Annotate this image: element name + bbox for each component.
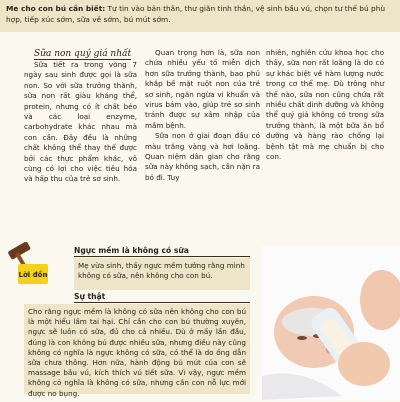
paragraph: Quan trọng hơn là, sữa non chứa nhiều yếu tố miễn dịch hơn sữa trưởng thành, bao phủ khắp bề mặt ruột non của trẻ sơ sinh, ngăn ngừa vi khuẩn và virus bám vào, giúp trẻ sơ sinh tránh được sự xâm nhập của mầm bệnh. — [145, 48, 260, 130]
paragraph: Sữa non ở giai đoạn đầu có màu trắng vàng và hơi loãng. Quan niệm dân gian cho rằng sữa này không sạch, cần nặn ra bỏ đi. Tuy — [145, 131, 260, 182]
tip-label: Me cho con bú cần biết: — [6, 4, 106, 13]
myth-text: Mẹ vừa sinh, thấy ngực mềm tưởng rằng mình không có sữa, nên không cho con bú. — [78, 261, 245, 281]
truth-text: Cho rằng ngực mềm là không có sữa nên không cho con bú là một hiểu lầm tai hại. Chỉ cần cho con bú thường xuyên, ngực sẽ luôn có sữa, đủ cho cả nhiều. Dù ở mấy lần đầu, đúng là con không bú được nhiều sữa, nhưng điều này cũng không có nghĩa là ngực không có sữa, có thể là do ống dẫn sữa chưa thông. Hơn nữa, hành động bú mút của con sẽ massage bầu vú, kích thích vú tiết sữa. Vì vậy, ngực mềm không có nghĩa là không có sữa, nhưng cần con nỗ lực mới được no bụng. — [28, 307, 246, 398]
article-heading: Sữa non quý giá nhất — [34, 49, 132, 59]
badge-label: Lời đồn — [18, 271, 48, 279]
baby-photo — [262, 246, 400, 400]
paragraph: Sữa tiết ra trong vòng 7 ngày sau sinh được gọi là sữa non. So với sữa trưởng thành, sữa non rất giàu kháng thể, protein, nhưng có ít chất béo và các loại enzyme, carbohydrate khác nhau mà con cần. Đây đều là những chất không thể thay thế được bởi các thực phẩm khác, vô cùng có lợi cho việc tiêu hóa và hấp thu của trẻ sơ sinh. — [24, 60, 137, 184]
truth-title: Sự thật — [74, 292, 106, 301]
myth-title: Ngực mềm là không có sữa — [74, 246, 189, 255]
myth-divider — [74, 256, 250, 257]
article-column-1 — [24, 48, 137, 185]
rumor-badge — [4, 242, 54, 288]
truth-box — [24, 304, 250, 398]
article-column-3 — [266, 48, 384, 162]
tip-text — [0, 0, 400, 26]
tip-banner — [0, 0, 400, 32]
tip-body: Tự tin vào bản thân, thư giãn tinh thần, vệ sinh bầu vú, chọn tư thế bú phù hợp, tiếp xúc sớm, sữa về sớm, bú mút sớm. — [6, 4, 386, 24]
paragraph: nhiên, nghiên cứu khoa học cho thấy, sữa non rất loãng là do có sự khác biệt về hàm lượng nước trong cơ thể mẹ. Dù trông như thế nào, sữa non cũng chứa rất nhiều chất dinh dưỡng và không thể quý giá không có trong sữa trưởng thành, là một bữa ăn bổ dưỡng và hàng rào chống lại bệnh tật mà mẹ chuẩn bị cho con. — [266, 48, 384, 162]
truth-divider — [74, 302, 250, 303]
article-column-2 — [145, 48, 260, 183]
myth-box — [74, 258, 250, 290]
